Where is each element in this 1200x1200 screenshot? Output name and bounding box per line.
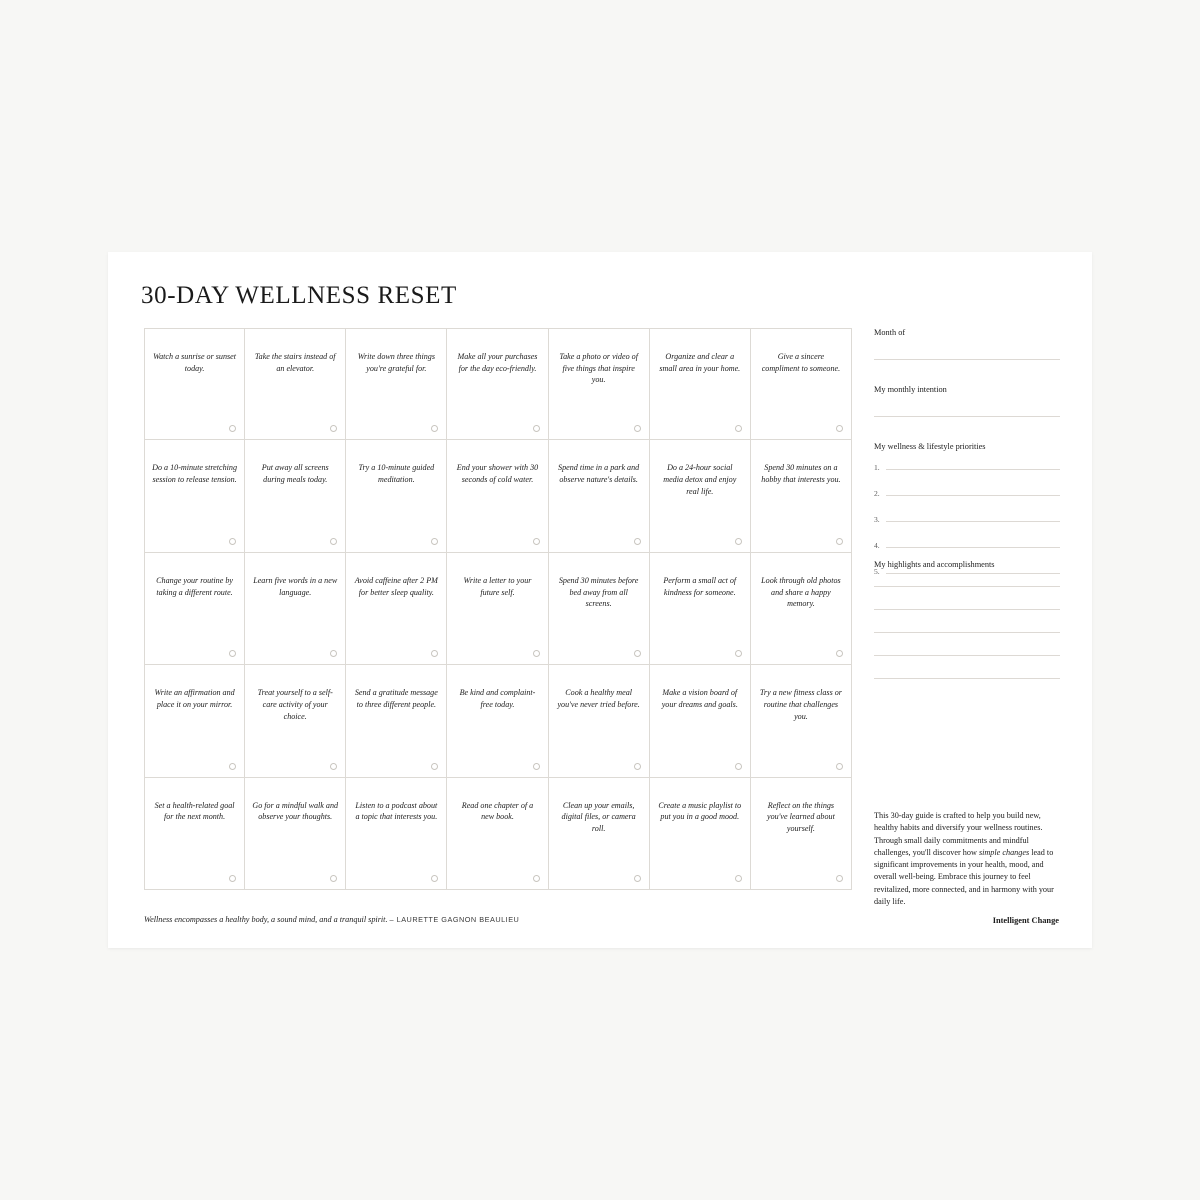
priority-line[interactable] — [886, 520, 1060, 522]
quote-attribution: – LAURETTE GAGNON BEAULIEU — [389, 915, 520, 924]
day-card[interactable] — [245, 553, 346, 665]
highlight-line[interactable] — [874, 585, 1060, 587]
highlight-line[interactable] — [874, 677, 1060, 679]
day-card-checkbox[interactable] — [431, 763, 438, 770]
day-card[interactable] — [245, 328, 346, 440]
day-card-checkbox[interactable] — [229, 875, 236, 882]
day-card-text: Treat yourself to a self-care activity of your choice. — [257, 688, 333, 721]
priority-row[interactable] — [874, 489, 1060, 498]
description-text: This 30-day guide is crafted to help you build new, healthy habits and diversify your wellness routines. Through small daily commitments and mindful challenges, you'll discover how simple changes lead to significant improvements in your health, mood, and overall well-being. Embrace this journey to feel revitalized, more connected, and in harmony with your daily life. — [874, 811, 1054, 907]
day-card-text: Put away all screens during meals today. — [261, 463, 329, 485]
day-card-text: Clean up your emails, digital files, or camera roll. — [561, 800, 636, 834]
brand-logo: Intelligent Change — [992, 916, 1059, 925]
day-card-checkbox[interactable] — [533, 650, 540, 657]
priority-row[interactable] — [874, 541, 1060, 550]
day-card-text: Listen to a podcast about a topic that interests you. — [355, 800, 438, 822]
priority-number: 3. — [874, 515, 880, 524]
worksheet-page — [108, 252, 1092, 948]
highlight-line[interactable] — [874, 631, 1060, 633]
day-card[interactable] — [549, 665, 650, 777]
day-card-text: Set a health-related goal for the next month. — [154, 800, 235, 822]
sidebar — [874, 328, 1060, 890]
day-card[interactable] — [346, 328, 447, 440]
day-card-checkbox[interactable] — [330, 875, 337, 882]
day-card-text: Write a letter to your future self. — [463, 575, 532, 597]
day-card[interactable] — [650, 553, 751, 665]
day-card[interactable] — [447, 665, 548, 777]
day-card[interactable] — [346, 778, 447, 890]
day-card[interactable] — [245, 440, 346, 552]
day-card[interactable] — [751, 665, 852, 777]
day-card-checkbox[interactable] — [229, 763, 236, 770]
day-card-checkbox[interactable] — [836, 763, 843, 770]
day-card-checkbox[interactable] — [634, 875, 641, 882]
priority-line[interactable] — [886, 546, 1060, 548]
day-card-checkbox[interactable] — [836, 538, 843, 545]
month-label: Month of — [874, 328, 906, 337]
day-card[interactable] — [346, 665, 447, 777]
day-card[interactable] — [751, 553, 852, 665]
highlights-label: My highlights and accomplishments — [874, 560, 995, 569]
day-card[interactable] — [245, 665, 346, 777]
day-card[interactable] — [447, 553, 548, 665]
day-card-checkbox[interactable] — [634, 763, 641, 770]
day-card-checkbox[interactable] — [330, 650, 337, 657]
day-card-checkbox[interactable] — [533, 538, 540, 545]
day-card-text: Go for a mindful walk and observe your thoughts. — [252, 800, 339, 822]
priorities-label: My wellness & lifestyle priorities — [874, 442, 986, 451]
day-card[interactable] — [549, 553, 650, 665]
day-card[interactable] — [650, 778, 751, 890]
day-card[interactable] — [751, 778, 852, 890]
day-card-text: Write an affirmation and place it on your mirror. — [154, 688, 235, 709]
day-card[interactable] — [447, 440, 548, 552]
day-card[interactable] — [650, 665, 751, 777]
intention-label: My monthly intention — [874, 385, 947, 394]
day-card[interactable] — [144, 328, 245, 440]
highlight-line[interactable] — [874, 654, 1060, 656]
priority-line[interactable] — [886, 468, 1060, 470]
priority-number: 2. — [874, 489, 880, 498]
day-card-checkbox[interactable] — [431, 538, 438, 545]
day-card[interactable] — [549, 778, 650, 890]
day-card-checkbox[interactable] — [431, 875, 438, 882]
priority-line[interactable] — [886, 494, 1060, 496]
day-card-checkbox[interactable] — [735, 425, 742, 432]
day-card-text: Try a 10-minute guided meditation. — [358, 463, 435, 485]
day-card-checkbox[interactable] — [533, 875, 540, 882]
day-card-text: Spend 30 minutes on a hobby that interests you. — [761, 463, 841, 485]
day-card[interactable] — [650, 328, 751, 440]
day-card-checkbox[interactable] — [330, 763, 337, 770]
day-card[interactable] — [144, 665, 245, 777]
day-card[interactable] — [447, 328, 548, 440]
day-card-text: Create a music playlist to put you in a good mood. — [658, 800, 742, 822]
day-card-checkbox[interactable] — [634, 425, 641, 432]
day-card-text: Make all your purchases for the day eco-friendly. — [457, 352, 538, 373]
day-card[interactable] — [346, 553, 447, 665]
footer-quote — [144, 915, 519, 924]
day-card[interactable] — [751, 440, 852, 552]
day-cards-grid — [144, 328, 852, 890]
day-card-checkbox[interactable] — [533, 425, 540, 432]
day-card-text: Avoid caffeine after 2 PM for better sleep quality. — [354, 575, 438, 597]
day-card-text: Spend 30 minutes before bed away from all screens. — [558, 575, 639, 609]
day-card-checkbox[interactable] — [330, 538, 337, 545]
day-card-text: Send a gratitude message to three different people. — [354, 688, 438, 709]
day-card-checkbox[interactable] — [431, 650, 438, 657]
quote-text: Wellness encompasses a healthy body, a sound mind, and a tranquil spirit. — [144, 915, 388, 924]
day-card-text: Do a 24-hour social media detox and enjoy real life. — [663, 463, 737, 496]
day-card-text: Be kind and complaint-free today. — [459, 688, 536, 709]
day-card[interactable] — [245, 778, 346, 890]
day-card-text: Make a vision board of your dreams and goals. — [661, 688, 738, 709]
day-card-checkbox[interactable] — [735, 650, 742, 657]
priority-number: 1. — [874, 463, 880, 472]
day-card-text: Do a 10-minute stretching session to release tension. — [152, 463, 238, 485]
day-card-checkbox[interactable] — [735, 538, 742, 545]
day-card-checkbox[interactable] — [229, 538, 236, 545]
priority-row[interactable] — [874, 515, 1060, 524]
highlights-lines — [874, 585, 1060, 679]
month-line[interactable] — [874, 358, 1060, 360]
day-card-checkbox[interactable] — [431, 425, 438, 432]
day-card-text: Look through old photos and share a happy memory. — [761, 575, 841, 609]
day-card-checkbox[interactable] — [634, 538, 641, 545]
day-card-text: Take a photo or video of five things that inspire you. — [559, 352, 638, 385]
day-card-text: Perform a small act of kindness for someone. — [663, 575, 737, 597]
day-card-text: Learn five words in a new language. — [253, 575, 338, 597]
day-card-text: Spend time in a park and observe nature's details. — [558, 463, 640, 485]
day-card-checkbox[interactable] — [330, 425, 337, 432]
day-card-checkbox[interactable] — [836, 875, 843, 882]
day-card-text: Read one chapter of a new book. — [461, 800, 534, 822]
day-card-text: Cook a healthy meal you've never tried before. — [557, 688, 640, 709]
day-card[interactable] — [346, 440, 447, 552]
day-card-checkbox[interactable] — [229, 650, 236, 657]
day-card-text: Write down three things you're grateful for. — [357, 352, 435, 373]
day-card[interactable] — [144, 778, 245, 890]
day-card[interactable] — [751, 328, 852, 440]
day-card-text: Reflect on the things you've learned about yourself. — [767, 800, 835, 834]
page-title: 30-DAY WELLNESS RESET — [141, 282, 457, 309]
day-card[interactable] — [650, 440, 751, 552]
day-card-checkbox[interactable] — [229, 425, 236, 432]
priority-number: 4. — [874, 541, 880, 550]
day-card[interactable] — [549, 328, 650, 440]
day-card[interactable] — [144, 440, 245, 552]
day-card-checkbox[interactable] — [735, 763, 742, 770]
highlight-line[interactable] — [874, 608, 1060, 610]
day-card-text: Give a sincere compliment to someone. — [761, 352, 841, 373]
day-card-checkbox[interactable] — [533, 763, 540, 770]
day-card[interactable] — [549, 440, 650, 552]
day-card-checkbox[interactable] — [735, 875, 742, 882]
day-card-text: Change your routine by taking a different route. — [156, 575, 233, 597]
priority-row[interactable] — [874, 463, 1060, 472]
day-card[interactable] — [447, 778, 548, 890]
day-card-checkbox[interactable] — [836, 425, 843, 432]
intention-line[interactable] — [874, 415, 1060, 417]
day-card-text: Watch a sunrise or sunset today. — [153, 352, 237, 373]
day-card-text: Organize and clear a small area in your home. — [659, 352, 741, 373]
day-card-text: Try a new fitness class or routine that challenges you. — [759, 688, 842, 721]
day-card[interactable] — [144, 553, 245, 665]
day-card-text: End your shower with 30 seconds of cold water. — [456, 463, 539, 485]
day-card-checkbox[interactable] — [836, 650, 843, 657]
priority-number: 5. — [874, 567, 880, 576]
day-card-text: Take the stairs instead of an elevator. — [254, 352, 336, 373]
day-card-checkbox[interactable] — [634, 650, 641, 657]
